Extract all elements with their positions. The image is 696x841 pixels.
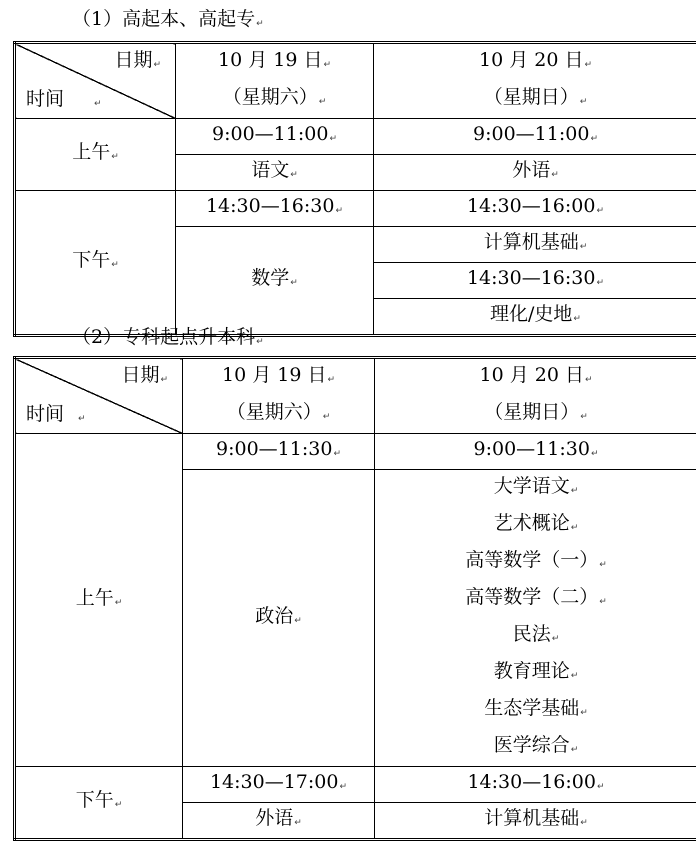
table2-afternoon-time-row: [15, 767, 696, 803]
table1-day1-week: （星期六）: [223, 86, 318, 108]
list-item: 高等数学（二）↵: [375, 581, 696, 618]
table1-morning-day1-subject: 语文↵: [176, 155, 374, 191]
table2-afternoon-day2-subject: 计算机基础↵: [375, 803, 696, 840]
table2-morning-time-row: [15, 434, 696, 470]
table2-day1-date: 10 月 19 日: [222, 364, 326, 386]
table1-day1-header: 10 月 19 日↵ （星期六）↵: [176, 43, 374, 119]
schedule-table-1: [13, 41, 696, 337]
table2-morning-label: 上午: [76, 587, 114, 609]
section2-heading: [72, 322, 264, 349]
table1-morning-time-row: [15, 119, 696, 155]
table2-morning-day1-time: 9:00—11:30↵: [183, 434, 375, 470]
table2-day2-header: 10 月 20 日↵ （星期日）↵: [375, 358, 696, 434]
table2-header-row: [15, 358, 696, 434]
table1-morning-day2-time: 9:00—11:00↵: [374, 119, 696, 155]
table2-afternoon-label-cell: 下午↵: [15, 767, 183, 840]
table2-date-label: 日期↵: [121, 363, 168, 392]
table1-afternoon-row-1: [15, 191, 696, 227]
table1-morning-day1-time: 9:00—11:00↵: [176, 119, 374, 155]
table2-day1-week: （星期六）: [227, 401, 322, 423]
table1-afternoon-day1-time: 14:30—16:30↵: [176, 191, 374, 227]
table2-day2-date: 10 月 20 日: [479, 364, 583, 386]
section1-heading-text: （1）高起本、高起专: [72, 8, 255, 30]
list-item: 大学语文↵: [375, 470, 696, 507]
table1-day1-date: 10 月 19 日: [218, 49, 322, 71]
table1-afternoon-label: 下午: [72, 249, 110, 271]
table1-afternoon-label-cell: 下午↵: [15, 191, 176, 336]
paragraph-mark-icon: ↵: [256, 337, 264, 347]
table1-morning-label-cell: 上午↵: [15, 119, 176, 191]
section2-heading-text: （2）专科起点升本科: [72, 326, 255, 348]
table2-morning-day2-subject-list: [375, 470, 696, 767]
section1-heading: [72, 4, 264, 31]
table1-day2-week: （星期日）: [484, 86, 579, 108]
list-item: 医学综合↵: [375, 729, 696, 766]
list-item: 高等数学（一）↵: [375, 544, 696, 581]
table1-afternoon-day2-time-b: 14:30—16:30↵: [374, 263, 696, 299]
paragraph-mark-icon: ↵: [256, 19, 264, 29]
table1-afternoon-day2-subject-b: 理化/史地↵: [374, 299, 696, 336]
list-item: 生态学基础↵: [375, 692, 696, 729]
table2-corner-cell: [15, 358, 183, 434]
table2-afternoon-day2-time: 14:30—16:00↵: [375, 767, 696, 803]
table1-header-row: [15, 43, 696, 119]
table1-morning-label: 上午: [72, 141, 110, 163]
table1-afternoon-day2-time-a: 14:30—16:00↵: [374, 191, 696, 227]
schedule-table-2: [13, 356, 696, 841]
table1-date-label: 日期↵: [114, 48, 161, 77]
list-item: 教育理论↵: [375, 655, 696, 692]
table2-afternoon-day1-time: 14:30—17:00↵: [183, 767, 375, 803]
table1-morning-day2-subject: 外语↵: [374, 155, 696, 191]
table1-corner-cell: [15, 43, 176, 119]
table2-morning-day1-subject: 政治↵: [183, 470, 375, 767]
list-item: 民法↵: [375, 618, 696, 655]
table1-day2-date: 10 月 20 日: [479, 49, 583, 71]
table1-time-label: 时间 ↵: [26, 87, 102, 116]
table1-afternoon-day2-subject-a: 计算机基础↵: [374, 227, 696, 263]
table1-afternoon-day1-subject: 数学↵: [176, 227, 374, 336]
table2-time-label: 时间 ↵: [26, 402, 86, 431]
table2-day1-header: 10 月 19 日↵ （星期六）↵: [183, 358, 375, 434]
table2-morning-day2-time: 9:00—11:30↵: [375, 434, 696, 470]
table2-afternoon-label: 下午: [76, 789, 114, 811]
list-item: 艺术概论↵: [375, 507, 696, 544]
table1-day2-header: 10 月 20 日↵ （星期日）↵: [374, 43, 696, 119]
table2-afternoon-day1-subject: 外语↵: [183, 803, 375, 840]
table2-day2-week: （星期日）: [484, 401, 579, 423]
table2-morning-label-cell: 上午↵: [15, 434, 183, 767]
